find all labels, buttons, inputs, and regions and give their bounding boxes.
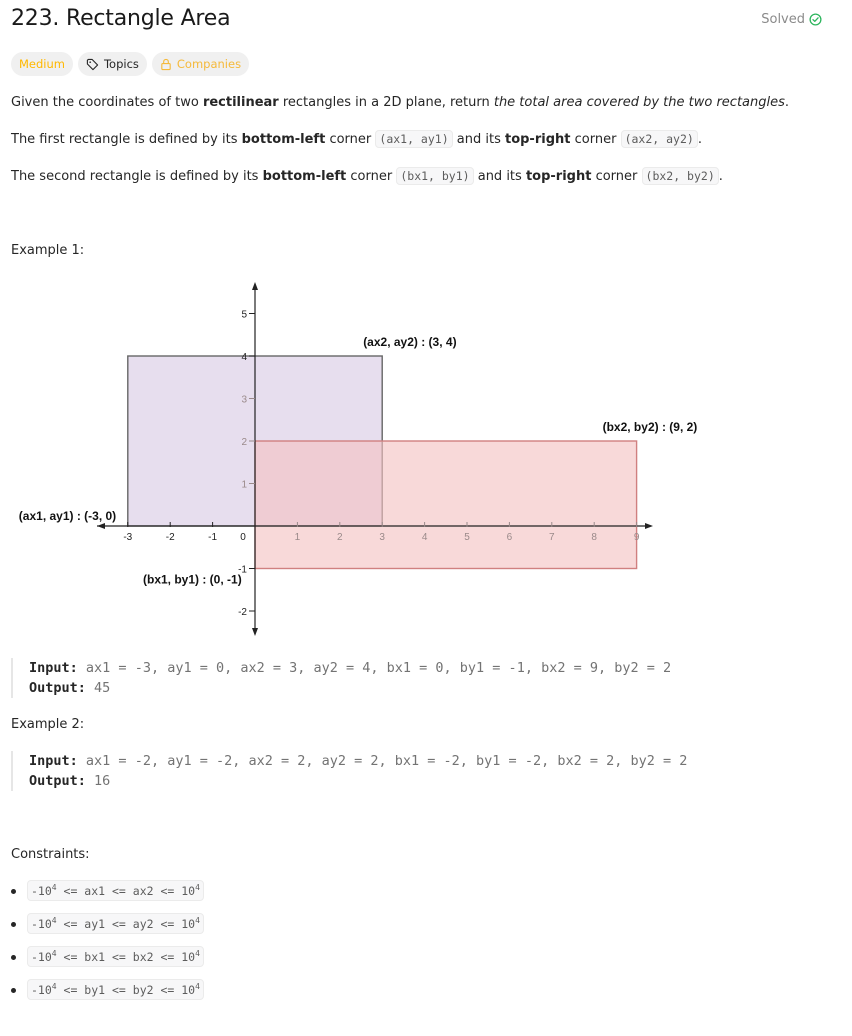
companies-label: Companies bbox=[176, 57, 242, 71]
constraint-item bbox=[11, 880, 204, 913]
output-label: Output: bbox=[29, 773, 86, 789]
constraint-code: $-10^4 <= ax1 <= ax2 <= 10^4$ bbox=[27, 880, 204, 901]
x-tick-label: -3 bbox=[123, 532, 133, 543]
topics-button[interactable] bbox=[78, 52, 147, 76]
text: and its bbox=[452, 132, 505, 147]
y-axis-up-arrow bbox=[252, 282, 258, 290]
corner-annotation: (bx2, by2) : (9, 2) bbox=[602, 420, 698, 434]
example-1-heading: Example 1: bbox=[11, 243, 85, 258]
example-1-input bbox=[29, 658, 671, 678]
text: . bbox=[784, 95, 790, 110]
y-tick-label: -2 bbox=[238, 607, 247, 618]
x-tick-label: -1 bbox=[208, 532, 218, 543]
y-axis-down-arrow bbox=[252, 628, 258, 636]
description-paragraph-3 bbox=[11, 169, 723, 184]
x-tick-label: 1 bbox=[294, 532, 301, 543]
text: corner bbox=[591, 169, 642, 184]
x-tick-label: 2 bbox=[337, 532, 343, 543]
corner-annotation: (ax1, ay1) : (-3, 0) bbox=[18, 509, 117, 523]
description-paragraph-2 bbox=[11, 132, 702, 147]
bold-text: bottom-left bbox=[241, 132, 326, 147]
corner-annotation: (ax2, ay2) : (3, 4) bbox=[363, 335, 457, 349]
corner-annotation: (bx1, by1) : (0, -1) bbox=[143, 572, 242, 587]
constraint-item bbox=[11, 946, 204, 979]
example-2-input bbox=[29, 751, 687, 771]
text: The first rectangle is defined by its bbox=[11, 132, 242, 147]
example-1-output bbox=[29, 678, 671, 698]
page-title: 223. Rectangle Area bbox=[11, 6, 231, 31]
x-axis-right-arrow bbox=[645, 523, 653, 529]
rectangle-b bbox=[255, 441, 637, 569]
text: corner bbox=[346, 169, 397, 184]
inline-code: (ax1, ay1) bbox=[375, 130, 452, 148]
text: . bbox=[718, 169, 723, 184]
difficulty-badge[interactable]: Medium bbox=[11, 52, 73, 76]
input-label: Input: bbox=[29, 753, 78, 769]
solved-label: Solved bbox=[761, 12, 805, 27]
italic-text: the total area covered by the two rectangles bbox=[493, 95, 785, 110]
x-tick-label: 3 bbox=[379, 532, 385, 543]
inline-code: (bx2, by2) bbox=[642, 167, 719, 185]
constraint-code: $-10^4 <= bx1 <= bx2 <= 10^4$ bbox=[27, 946, 204, 967]
bold-text: top-right bbox=[525, 169, 592, 184]
input-label: Input: bbox=[29, 660, 78, 676]
y-tick-label: 3 bbox=[241, 394, 247, 406]
y-tick-label: -1 bbox=[238, 564, 247, 576]
description-paragraph-1 bbox=[11, 95, 789, 110]
output-value: 45 bbox=[94, 680, 111, 696]
lock-icon bbox=[160, 58, 172, 71]
input-value: ax1 = -2, ay1 = -2, ax2 = 2, ay2 = 2, bx1 = -2, by1 = -2, bx2 = 2, by2 = 2 bbox=[85, 753, 688, 769]
bold-text: top-right bbox=[504, 132, 571, 147]
text: rectangles in a 2D plane, return bbox=[278, 95, 494, 110]
text: corner bbox=[570, 132, 621, 147]
bold-text: rectilinear bbox=[202, 95, 279, 110]
y-tick-label: 2 bbox=[241, 437, 247, 448]
output-label: Output: bbox=[29, 680, 86, 696]
constraint-code: $-10^4 <= by1 <= by2 <= 10^4$ bbox=[27, 979, 204, 1000]
x-axis-left-arrow bbox=[97, 523, 105, 529]
example-2-heading: Example 2: bbox=[11, 717, 85, 732]
text: Given the coordinates of two bbox=[11, 95, 203, 110]
y-tick-label: 5 bbox=[241, 309, 247, 321]
x-tick-label: 5 bbox=[464, 532, 470, 543]
check-circle-icon bbox=[809, 13, 822, 26]
x-tick-label: 7 bbox=[549, 532, 555, 543]
x-tick-label: 6 bbox=[506, 532, 513, 543]
solved-status bbox=[761, 12, 822, 27]
example-1-diagram bbox=[0, 270, 720, 640]
constraint-item bbox=[11, 979, 204, 1012]
constraint-item bbox=[11, 913, 204, 946]
x-tick-label: 0 bbox=[240, 532, 246, 543]
example-2-block bbox=[11, 751, 687, 791]
inline-code: (bx1, by1) bbox=[396, 167, 473, 185]
text: and its bbox=[473, 169, 526, 184]
text: corner bbox=[325, 132, 376, 147]
output-value: 16 bbox=[94, 773, 111, 789]
x-tick-label: -2 bbox=[165, 532, 175, 543]
tag-icon bbox=[86, 58, 99, 71]
bold-text: bottom-left bbox=[262, 169, 347, 184]
example-2-output bbox=[29, 771, 687, 791]
x-tick-label: 9 bbox=[633, 532, 640, 543]
y-tick-label: 1 bbox=[241, 479, 247, 491]
constraints-list bbox=[11, 880, 204, 1012]
inline-code: (ax2, ay2) bbox=[621, 130, 698, 148]
x-tick-label: 4 bbox=[421, 532, 428, 543]
topics-label: Topics bbox=[103, 57, 139, 71]
y-tick-label: 4 bbox=[241, 352, 247, 363]
constraints-heading: Constraints: bbox=[11, 847, 90, 862]
text: The second rectangle is defined by its bbox=[11, 169, 263, 184]
x-tick-label: 8 bbox=[591, 532, 597, 543]
example-1-block bbox=[11, 658, 671, 698]
constraint-code: $-10^4 <= ay1 <= ay2 <= 10^4$ bbox=[27, 913, 204, 934]
input-value: ax1 = -3, ay1 = 0, ax2 = 3, ay2 = 4, bx1 = 0, by1 = -1, bx2 = 9, by2 = 2 bbox=[85, 660, 672, 676]
tag-row bbox=[11, 52, 249, 76]
companies-button[interactable] bbox=[152, 52, 249, 76]
text: . bbox=[697, 132, 702, 147]
